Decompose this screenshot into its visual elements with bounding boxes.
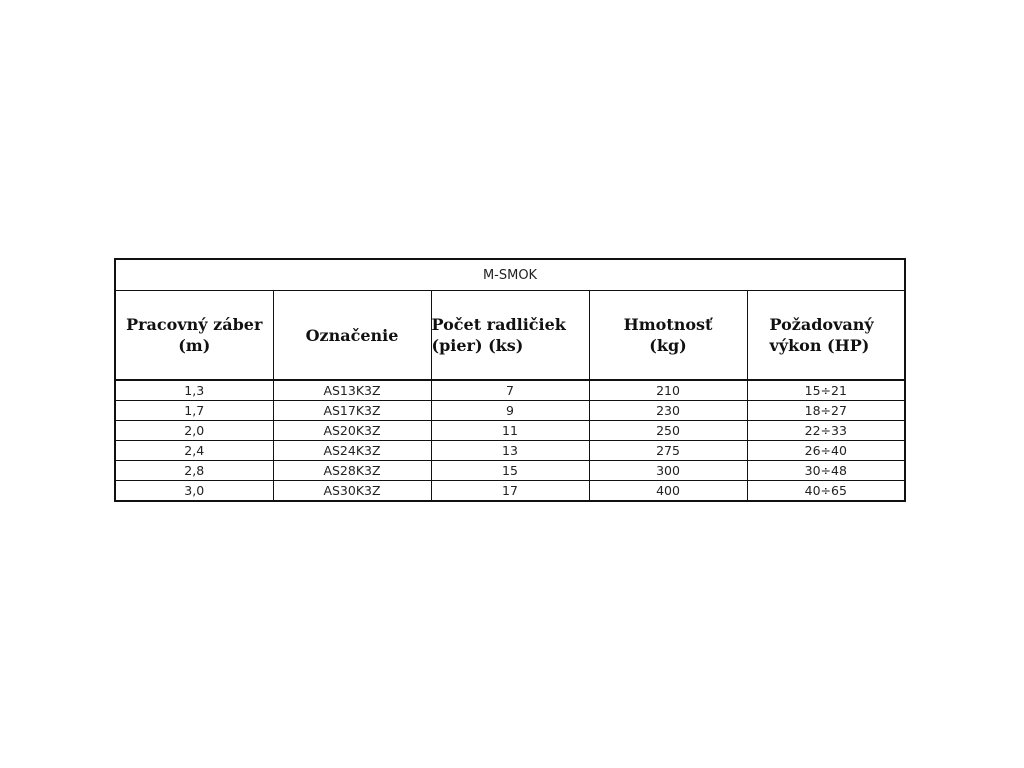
- header-designation-line1: Označenie: [305, 325, 399, 345]
- header-working-width-line2: (m): [178, 336, 211, 355]
- header-required-power-line1: Požadovaný: [769, 315, 874, 334]
- header-working-width-line1: Pracovný záber: [126, 315, 263, 334]
- cell-required-power: 22÷33: [747, 421, 905, 441]
- cell-tine-count: 7: [431, 380, 589, 401]
- cell-designation: AS17K3Z: [273, 401, 431, 421]
- cell-tine-count: 17: [431, 481, 589, 502]
- cell-tine-count: 9: [431, 401, 589, 421]
- cell-working-width: 1,3: [115, 380, 273, 401]
- cell-weight: 300: [589, 461, 747, 481]
- cell-working-width: 2,0: [115, 421, 273, 441]
- cell-weight: 400: [589, 481, 747, 502]
- table-row: [115, 461, 905, 481]
- header-weight: [589, 291, 747, 381]
- table-row: [115, 481, 905, 502]
- table-title: M-SMOK: [115, 259, 905, 291]
- cell-required-power: 18÷27: [747, 401, 905, 421]
- table-row: [115, 441, 905, 461]
- header-weight-line1: Hmotnosť: [623, 315, 713, 334]
- cell-tine-count: 13: [431, 441, 589, 461]
- spec-table: [114, 258, 906, 502]
- table-row: [115, 380, 905, 401]
- cell-designation: AS24K3Z: [273, 441, 431, 461]
- cell-required-power: 40÷65: [747, 481, 905, 502]
- cell-designation: AS30K3Z: [273, 481, 431, 502]
- header-row: [115, 291, 905, 381]
- cell-required-power: 15÷21: [747, 380, 905, 401]
- cell-designation: AS20K3Z: [273, 421, 431, 441]
- header-weight-line2: (kg): [649, 336, 687, 355]
- cell-weight: 275: [589, 441, 747, 461]
- cell-working-width: 2,4: [115, 441, 273, 461]
- cell-designation: AS13K3Z: [273, 380, 431, 401]
- header-tine-count-line2: (pier) (ks): [431, 336, 524, 355]
- cell-weight: 230: [589, 401, 747, 421]
- cell-required-power: 30÷48: [747, 461, 905, 481]
- header-working-width: [115, 291, 273, 381]
- cell-working-width: 3,0: [115, 481, 273, 502]
- cell-tine-count: 11: [431, 421, 589, 441]
- cell-weight: 210: [589, 380, 747, 401]
- cell-required-power: 26÷40: [747, 441, 905, 461]
- header-required-power-line2: výkon (HP): [769, 336, 870, 355]
- table-row: [115, 421, 905, 441]
- title-row: [115, 259, 905, 291]
- cell-working-width: 2,8: [115, 461, 273, 481]
- table-row: [115, 401, 905, 421]
- header-required-power: [747, 291, 905, 381]
- header-designation: [273, 291, 431, 381]
- header-tine-count: [431, 291, 589, 381]
- cell-working-width: 1,7: [115, 401, 273, 421]
- header-tine-count-line1: Počet radličiek: [431, 315, 566, 334]
- cell-weight: 250: [589, 421, 747, 441]
- cell-designation: AS28K3Z: [273, 461, 431, 481]
- cell-tine-count: 15: [431, 461, 589, 481]
